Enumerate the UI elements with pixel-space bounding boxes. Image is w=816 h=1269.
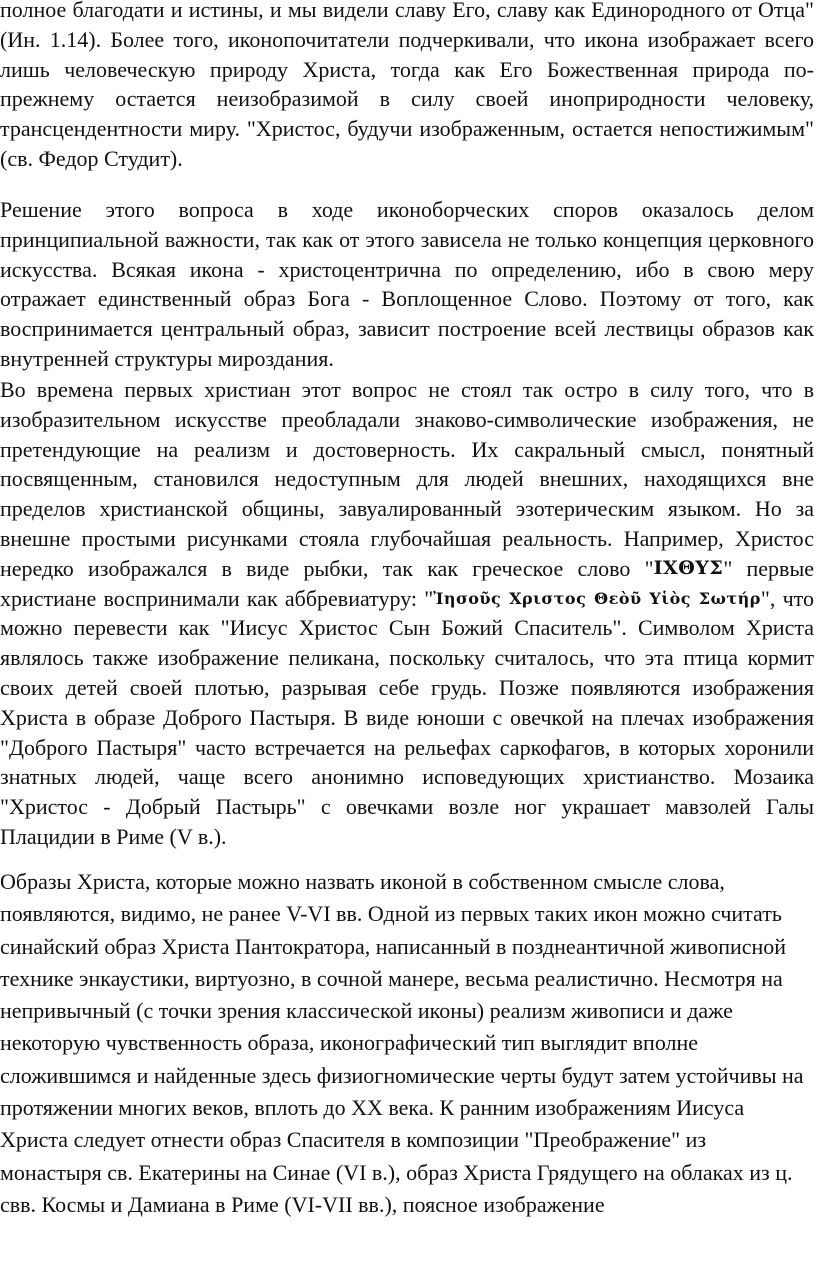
paragraph-3-text-a: Во времена первых христиан этот вопрос не стоял так остро в силу того, что в изобразительном искусстве преобладали знаково-символические изображения, не претендующие на реализм и достоверность. Их сакральный смысл, понятный посвященным, становился недоступным для людей внешних, находящихся вне пределов христианской общины, завуалированный эзотерическим языком. Но за внешне простыми рисунками стояла глубочайшая реальность. Например, Христос нередко изображался в виде рыбки, так как греческое слово " bbox=[0, 377, 814, 581]
greek-word-ichthys: ΙΧΘΥΣ bbox=[653, 556, 724, 579]
paragraph-1: полное благодати и истины, и мы видели славу Его, славу как Единородного от Отца" (Ин. 1.14). Более того, иконопочитатели подчеркивали, что икона изображает всего лишь человеческую природу Христа, тогда как Его Божественная природа по-прежнему остается неизобразимой в силу своей иноприродности человеку, трансцендентности миру. "Христос, будучи изображенным, остается непостижимым" (св. Федор Студит). bbox=[0, 0, 814, 171]
paragraph-3 bbox=[0, 375, 814, 852]
greek-acronym-phrase: Ἰησοῦς Χριστος Θεὸῦ Υἱὸς Σωτήρ bbox=[433, 588, 761, 608]
paragraph-4: Образы Христа, которые можно назвать иконой в собственном смысле слова, появляются, видимо, не ранее V-VI вв. Одной из первых таких икон можно считать синайский образ Христа Пантократора, написанный в позднеантичной живописной технике энкаустики, виртуозно, в сочной манере, весьма реалистично. Несмотря на непривычный (с точки зрения классической иконы) реализм живописи и даже некоторую чувственность образа, иконографический тип выглядит вполне сложившимся и найденные здесь физиогномические черты будут затем устойчивы на протяжении многих веков, вплоть до XX века. К ранним изображениям Иисуса Христа следует отнести образ Спасителя в композиции "Преображение" из монастыря св. Екатерины на Синае (VI в.), образ Христа Грядущего на облаках из ц. свв. Космы и Дамиана в Риме (VI-VII вв.), поясное изображение bbox=[0, 869, 804, 1217]
paragraph-3-text-b: " первые христиане воспринимали как аббревиатуру: " bbox=[0, 555, 814, 611]
paragraph-2: Решение этого вопроса в ходе иконоборческих споров оказалось делом принципиальной важности, так как от этого зависела не только концепция церковного искусства. Всякая икона - христоцентрична по определению, ибо в свою меру отражает единственный образ Бога - Воплощенное Слово. Поэтому от того, как воспринимается центральный образ, зависит построение всей лествицы образов как внутренней структуры мироздания. bbox=[0, 197, 814, 371]
paragraph-3-text-c: ", что можно перевести как "Иисус Христос Сын Божий Спаситель". Символом Христа являлось также изображение пеликана, поскольку считалось, что эта птица кормит своих детей своей плотью, разрывая себе грудь. Позже появляются изображения Христа в образе Доброго Пастыря. В виде юноши с овечкой на плечах изображения "Доброго Пастыря" часто встречается на рельефах саркофагов, в которых хоронили знатных людей, чаще всего анонимно исповедующих христианство. Мозаика "Христос - Добрый Пастырь" с овечками возле ног украшает мавзолей Галы Плацидии в Риме (V в.). bbox=[0, 585, 815, 849]
